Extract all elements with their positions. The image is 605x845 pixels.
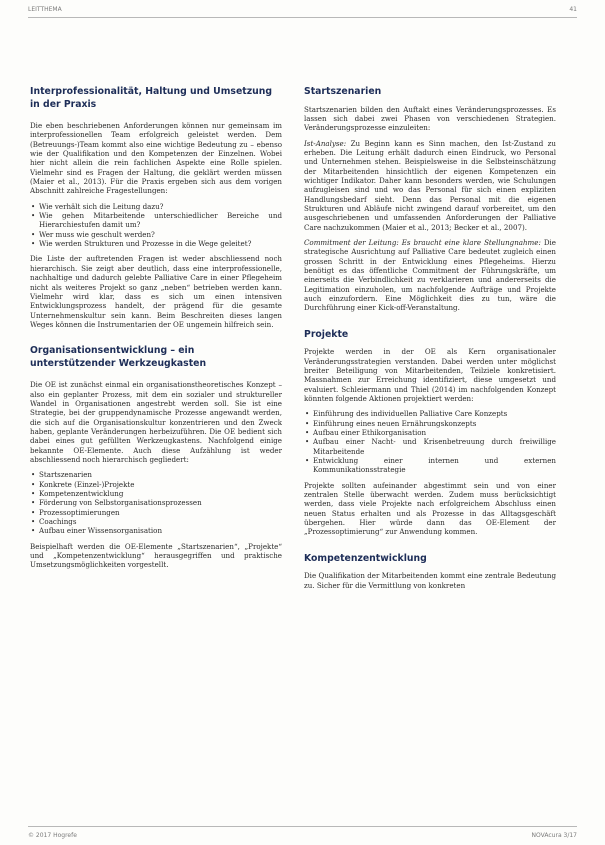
paragraph: Die eben beschriebenen Anforderungen können nur gemeinsam im interprofessionellen Team erfolgreich geleistet werden. Dem (Betreuungs-)Team kommt also eine wichtige Bedeutung zu – ebenso wie der Qualifikation und den Kompetenzen der Einzelnen. Wobei hier nicht allein die rein fachlichen Aspekte eine Rolle spielen. Vielmehr sind es Fragen der Haltung, die geklärt werden müssen (Maier et al., 2013). Für die Praxis ergeben sich aus dem vorigen Abschnitt zahlreiche Fragestellungen:	[30, 121, 282, 196]
list-item: • Aufbau einer Ethikorganisation	[304, 428, 556, 437]
list-item: • Entwicklung einer internen und externen Kommunikationsstrategie	[304, 456, 556, 475]
list-item: • Aufbau einer Wissensorganisation	[30, 526, 282, 535]
copyright: © 2017 Hogrefe	[28, 832, 77, 839]
paragraph: Die Liste der auftretenden Fragen ist weder abschliessend noch hierarchisch. Sie zeigt aber deutlich, dass eine interprofessionelle, nachhaltige und dadurch gelebte Palliative Care in einer Pflegeheim nicht als weiteres Projekt so ganz „neben“ betrieben werden kann. Vielmehr wird klar, dass es sich um einen intensiven Entwicklungsprozess handelt, der prägend für die gesamte Unternehmenskultur sein kann. Beim Beschreiten dieses langen Weges können die Instrumentarien der OE ungemein hilfreich sein.	[30, 254, 282, 329]
footer	[28, 832, 577, 839]
list-item: • Coachings	[30, 517, 282, 526]
page-number: 41	[569, 6, 577, 13]
section-heading-interprofessionalitaet: Interprofessionalität, Haltung und Umsetzung in der Praxis	[30, 86, 272, 110]
list-item: • Konkrete (Einzel-)Projekte	[30, 480, 282, 489]
list-item: • Wer muss wie geschult werden?	[30, 230, 282, 239]
list-item: • Einführung eines neuen Ernährungskonzepts	[304, 419, 556, 428]
paragraph: Die OE ist zunächst einmal ein organisationstheoretisches Konzept – also ein geplanter Prozess, mit dem ein sozialer und struktureller Wandel in Organisationen angestrebt werden soll. Sie ist eine Strategie, bei der gruppendynamische Prozesse angewandt werden, die sich auf die Organisationskultur konzentrieren und den Zweck haben, geplante Veränderungen herbeizuführen. Die OE bedient sich dabei eines gut gefüllten Werkzeugkastens. Nachfolgend einige bekannte OE-Elemente. Auch diese Aufzählung ist weder abschliessend noch hierarchisch gegliedert:	[30, 380, 282, 464]
list-item: • Startszenarien	[30, 470, 282, 479]
paragraph-body: Zu Beginn kann es Sinn machen, den Ist-Zustand zu erheben. Die Leitung erhält dadurch einen Eindruck, wo Personal und Unternehmen stehen. Beispielsweise in die Selbsteinschätzung der Mitarbeitenden hinsichtlich der eigenen Kompetenzen ein wichtiger Indikator. Daher kann besonders werden, wie Schulungen aufzugleisen sind und wo das Personal für sich einen expliziten Handlungsbedarf sieht. Denn das Personal mit die eigenen Strukturen und Abläufe nicht zwingend darauf vorbereitet, um den ausgeschriebenen und umfassenden Anforderungen der Palliative Care nachzukommen (Maier et al., 2013; Becker et al., 2007).	[304, 138, 556, 232]
paragraph: Beispielhaft werden die OE-Elemente „Startszenarien“, „Projekte“ und „Kompetenzentwicklung“ herausgegriffen und praktische Umsetzungsmöglichkeiten vorgestellt.	[30, 541, 282, 570]
oe-elements-list	[30, 470, 282, 535]
paragraph: Die Qualifikation der Mitarbeitenden kommt eine zentrale Bedeutung zu. Sicher für die Vermittlung von konkreten	[304, 571, 556, 590]
section-heading-startszenarien: Startszenarien	[304, 86, 382, 97]
list-item: • Einführung des individuellen Palliative Care Konzepts	[304, 409, 556, 418]
section-heading-projekte: Projekte	[304, 328, 349, 340]
running-head	[28, 6, 577, 13]
project-list	[304, 409, 556, 474]
run-in-heading: Commitment der Leitung: Es braucht eine klare Stellungnahme:	[304, 237, 541, 247]
paragraph: Projekte sollten aufeinander abgestimmt sein und von einer zentralen Stelle überwacht werden. Zudem muss berücksichtigt werden, dass viele Projekte nach erfolgreichem Abschluss einen neuen Status erhalten und als Prozesse in das Alltagsgeschäft übergehen. Hier würde dann das OE-Element der „Prozessoptimierung“ zur Anwendung kommen.	[304, 480, 556, 537]
paragraph: Startszenarien bilden den Auftakt eines Veränderungsprozesses. Es lassen sich dabei zwei Phasen von verschiedenen Strategien. Veränderungsprozesse einzuleiten:	[304, 104, 556, 133]
run-in-heading: Ist-Analyse:	[304, 138, 347, 148]
paragraph-ist-analyse	[304, 139, 556, 232]
left-column	[30, 86, 282, 826]
list-item: • Prozessoptimierungen	[30, 508, 282, 517]
list-item: • Wie gehen Mitarbeitende unterschiedlicher Bereiche und Hierarchiestufen damit um?	[30, 211, 282, 230]
footer-rule	[28, 826, 577, 827]
section-heading-kompetenzentwicklung: Kompetenzentwicklung	[304, 552, 427, 564]
paragraph-body: Die strategische Ausrichtung auf Palliative Care bedeutet zugleich einen grossen Schritt in der Entwicklung eines Pflegeheims. Hierzu benötigt es das öffentliche Commitment der Führungskräfte, um einerseits die Verbindlichkeit zu verklarieren und andererseits die Legitimation einzuholen, um nachfolgende Aufträge und Projekte auch einzufordern. Eine Möglichkeit dies zu tun, wäre die Durchführung einer Kick-off-Veranstaltung.	[304, 237, 556, 313]
paragraph-commitment	[304, 238, 556, 313]
section-heading-organisationsentwicklung: Organisationsentwicklung – ein unterstützender Werkzeugkasten	[30, 345, 207, 369]
header-rule	[28, 17, 577, 18]
right-column	[304, 86, 556, 826]
list-item: • Kompetenzentwicklung	[30, 489, 282, 498]
list-item: • Aufbau einer Nacht- und Krisenbetreuung durch freiwillige Mitarbeitende	[304, 437, 556, 456]
list-item: • Wie verhält sich die Leitung dazu?	[30, 202, 282, 211]
running-head-left: LEITTHEMA	[28, 6, 62, 13]
list-item: • Förderung von Selbstorganisationsprozessen	[30, 498, 282, 507]
list-item: • Wie werden Strukturen und Prozesse in die Wege geleitet?	[30, 239, 282, 248]
question-list	[30, 202, 282, 249]
paragraph: Projekte werden in der OE als Kern organisationaler Veränderungsstrategien verstanden. Dabei werden unter möglichst breiter Beteiligung von Mitarbeitenden, Teilziele konkretisiert. Massnahmen zur Erreichung identifiziert, diese umgesetzt und evaluiert. Schleiermann und Thiel (2014) im nachfolgenden Konzept könnten folgende Aktionen projektiert werden:	[304, 347, 556, 403]
journal-issue: NOVAcura 3/17	[531, 832, 577, 839]
